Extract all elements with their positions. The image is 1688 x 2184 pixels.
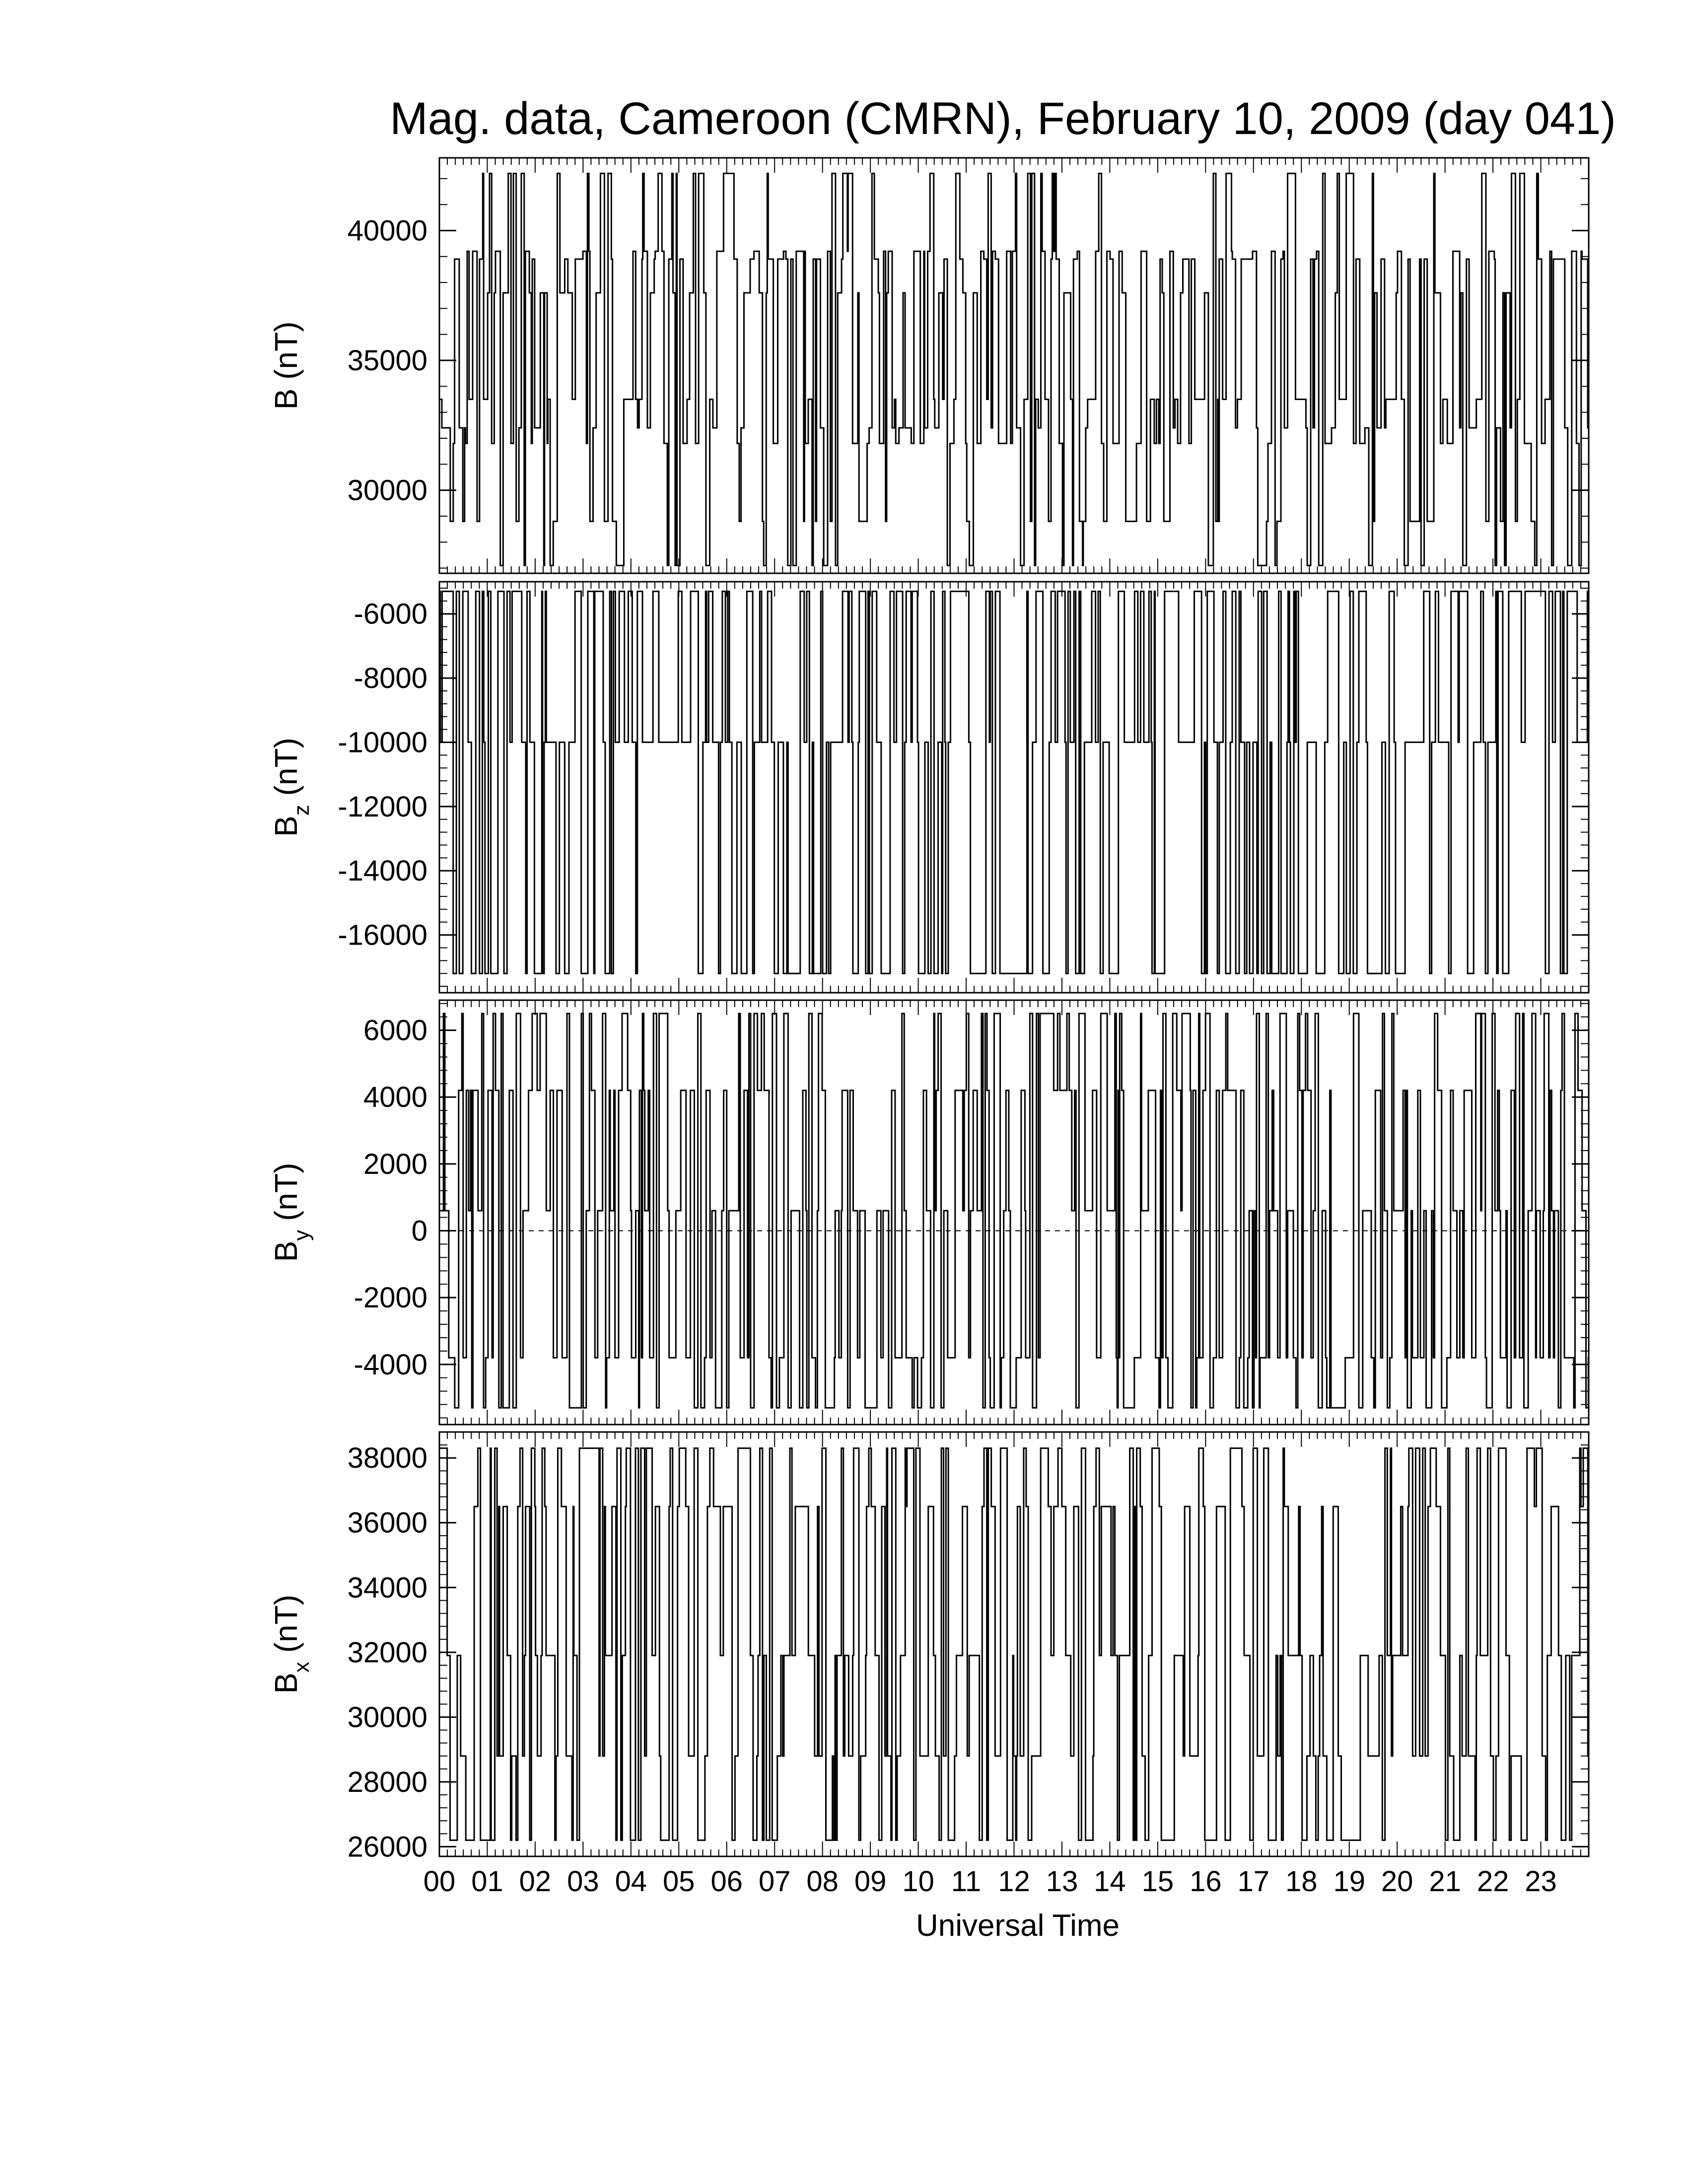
y-axis-label [268,322,304,410]
y-tick-label: 30000 [347,474,427,507]
series-line-Bz [439,591,1589,973]
x-axis-label: Universal Time [916,1909,1120,1943]
y-axis-label-main: B [268,1672,304,1694]
x-tick-label: 13 [1046,1865,1078,1898]
x-tick-label: 02 [519,1865,552,1898]
y-axis-label-unit: (nT) [268,1594,304,1662]
panel-Bz [268,582,1589,993]
y-tick-label: 6000 [363,1014,427,1047]
x-tick-label: 03 [567,1865,599,1898]
chart-title: Mag. data, Cameroon (CMRN), February 10, 2009 (day 041) [390,93,1616,144]
x-tick-label: 11 [951,1865,982,1898]
y-tick-label: 32000 [347,1636,427,1669]
y-axis-label-main: B [268,816,304,837]
x-tick-label: 20 [1381,1865,1413,1898]
y-axis-label-subscript: y [289,1229,314,1241]
y-tick-label: 35000 [347,344,427,377]
y-axis-label-main: B [268,388,304,410]
y-axis-label-subscript: x [289,1661,314,1673]
x-tick-label: 06 [710,1865,743,1898]
y-tick-label: 40000 [347,214,427,247]
y-axis-label-unit: (nT) [268,1162,304,1230]
y-axis-label [268,738,314,837]
series-line-Bx [439,1448,1589,1841]
plot-frame [439,1000,1589,1425]
y-tick-label: -12000 [338,790,427,823]
x-tick-label: 16 [1190,1865,1222,1898]
y-axis-label-unit: (nT) [268,321,304,389]
y-tick-label: -10000 [338,726,427,759]
x-axis-tick-labels [423,1865,1557,1898]
y-tick-label: 2000 [363,1148,427,1180]
y-axis-label-subscript: z [289,805,314,816]
y-tick-label: 4000 [363,1081,427,1114]
x-tick-label: 18 [1285,1865,1318,1898]
panel-Bx [268,1432,1589,1863]
y-tick-label: -14000 [338,855,427,887]
x-tick-label: 09 [854,1865,887,1898]
y-tick-label: 30000 [347,1701,427,1734]
series-line-B [439,173,1589,565]
y-axis-label [268,1163,314,1262]
panel-B [268,158,1589,573]
y-axis-label-unit: (nT) [268,738,304,805]
x-tick-label: 07 [758,1865,791,1898]
y-tick-label: 28000 [347,1766,427,1798]
series-line-By [439,1014,1589,1408]
x-tick-label: 05 [663,1865,695,1898]
y-tick-label: -6000 [353,598,427,630]
x-tick-label: 23 [1525,1865,1557,1898]
x-tick-label: 22 [1477,1865,1509,1898]
x-tick-label: 00 [423,1865,456,1898]
y-tick-label: 38000 [347,1442,427,1475]
y-axis-label [268,1595,314,1694]
x-tick-label: 04 [615,1865,647,1898]
y-tick-label: -4000 [353,1348,427,1381]
x-tick-label: 10 [902,1865,934,1898]
y-tick-label: -16000 [338,919,427,952]
x-tick-label: 21 [1429,1865,1461,1898]
y-tick-label: 34000 [347,1571,427,1604]
y-axis-label-main: B [268,1240,304,1262]
y-tick-label: 0 [411,1215,427,1247]
x-tick-label: 14 [1094,1865,1126,1898]
panel-By [268,1000,1589,1425]
x-tick-label: 08 [806,1865,839,1898]
x-tick-label: 19 [1333,1865,1365,1898]
y-tick-label: -8000 [353,662,427,695]
y-tick-label: -2000 [353,1282,427,1314]
panels [268,158,1589,1863]
y-tick-label: 26000 [347,1831,427,1863]
x-tick-label: 01 [471,1865,503,1898]
y-tick-label: 36000 [347,1506,427,1539]
x-tick-label: 17 [1237,1865,1270,1898]
x-tick-label: 15 [1141,1865,1174,1898]
x-tick-label: 12 [998,1865,1030,1898]
